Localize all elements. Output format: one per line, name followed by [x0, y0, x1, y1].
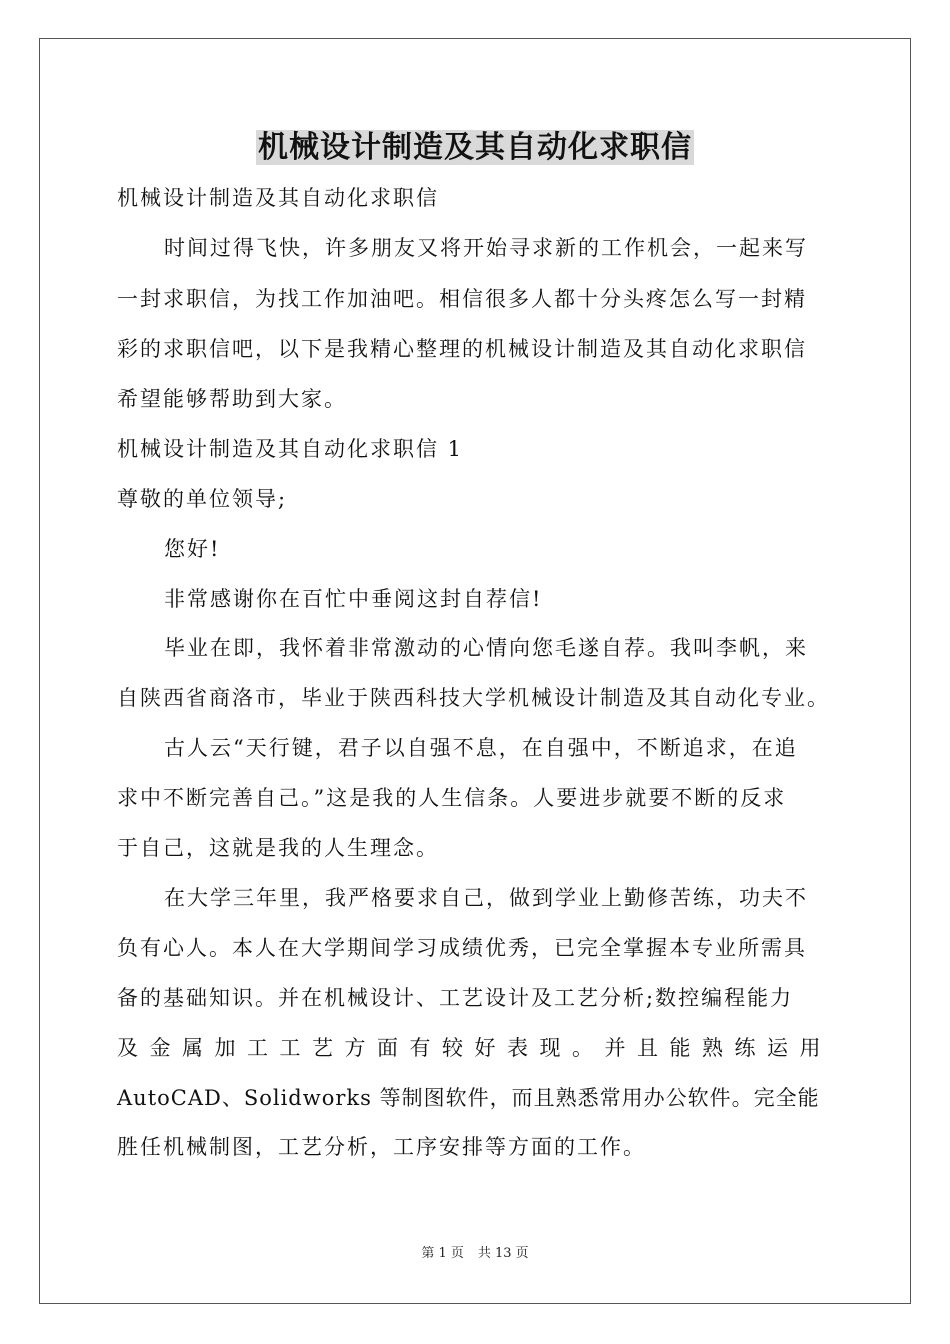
- paragraph-line: AutoCAD、Solidworks 等制图软件，而且熟悉常用办公软件。完全能: [117, 1086, 820, 1110]
- page-border: [39, 38, 911, 1304]
- subtitle-line: 机械设计制造及其自动化求职信: [117, 186, 439, 210]
- document-title: [0, 126, 950, 170]
- paragraph-line: 求中不断完善自己。”这是我的人生信条。人要进步就要不断的反求: [117, 786, 787, 810]
- paragraph-line: 胜任机械制图，工艺分析，工序安排等方面的工作。: [117, 1135, 646, 1159]
- salutation: 尊敬的单位领导;: [117, 487, 288, 511]
- section-heading: 机械设计制造及其自动化求职信 1: [117, 437, 464, 461]
- paragraph-line: 一封求职信，为找工作加油吧。相信很多人都十分头疼怎么写一封精: [117, 287, 807, 311]
- document-title-text: 机械设计制造及其自动化求职信: [258, 130, 692, 165]
- paragraph-line: 于自己，这就是我的人生理念。: [117, 836, 439, 860]
- paragraph-line: 非常感谢你在百忙中垂阅这封自荐信!: [164, 587, 543, 611]
- paragraph-line: 在大学三年里，我严格要求自己，做到学业上勤修苦练，功夫不: [164, 886, 808, 910]
- paragraph-line: 自陕西省商洛市，毕业于陕西科技大学机械设计制造及其自动化专业。: [117, 686, 830, 710]
- page-footer: [0, 1245, 950, 1263]
- paragraph-line: 毕业在即，我怀着非常激动的心情向您毛遂自荐。我叫李帆，来: [164, 636, 808, 660]
- paragraph-line: 彩的求职信吧，以下是我精心整理的机械设计制造及其自动化求职信: [117, 337, 807, 361]
- paragraph-line: 时间过得飞快，许多朋友又将开始寻求新的工作机会，一起来写: [164, 236, 808, 260]
- page-total: 共 13 页: [477, 1246, 529, 1261]
- paragraph-line: 及金属加工工艺方面有较好表现。并且能熟练运用: [117, 1036, 832, 1060]
- page-number: 第 1 页: [421, 1246, 464, 1261]
- paragraph-line: 备的基础知识。并在机械设计、工艺设计及工艺分析;数控编程能力: [117, 986, 794, 1010]
- paragraph-line: 希望能够帮助到大家。: [117, 387, 347, 411]
- paragraph-line: 负有心人。本人在大学期间学习成绩优秀，已完全掌握本专业所需具: [117, 936, 807, 960]
- greeting: 您好!: [164, 537, 221, 561]
- paragraph-line: 古人云“天行键，君子以自强不息，在自强中，不断追求，在追: [164, 736, 798, 760]
